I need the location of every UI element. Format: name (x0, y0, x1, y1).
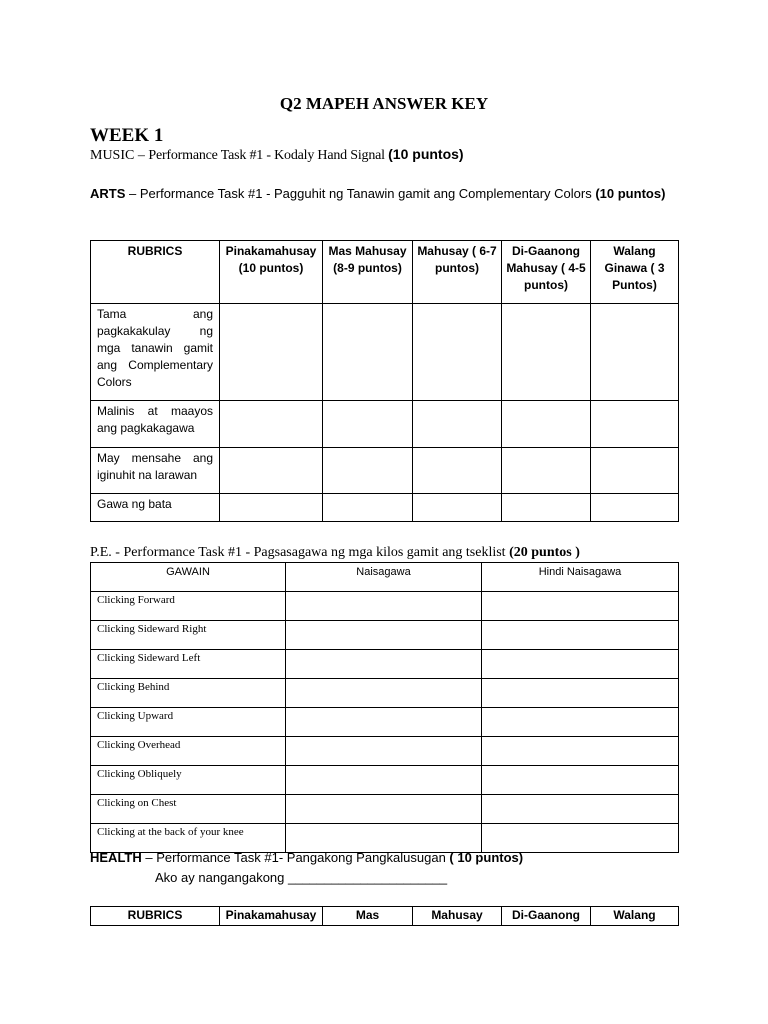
health-header-cell: Pinakamahusay (220, 907, 323, 926)
check-cell (482, 824, 679, 853)
pe-row (91, 795, 679, 824)
check-cell (286, 708, 482, 737)
music-task-line (90, 146, 464, 164)
pe-activity-cell: Clicking Upward (91, 708, 286, 737)
score-cell (220, 401, 323, 448)
arts-header-cell: Mahusay ( 6-7 puntos) (413, 241, 502, 304)
check-cell (286, 737, 482, 766)
check-cell (286, 621, 482, 650)
arts-criteria-row (91, 494, 679, 522)
health-rubric-table (90, 906, 679, 926)
score-cell (413, 401, 502, 448)
check-cell (286, 679, 482, 708)
score-cell (502, 448, 591, 494)
score-cell (413, 448, 502, 494)
music-subject: MUSIC (90, 148, 135, 163)
score-cell (323, 401, 413, 448)
arts-header-cell: RUBRICS (91, 241, 220, 304)
check-cell (482, 737, 679, 766)
arts-task-line (90, 184, 678, 203)
health-header-cell: Walang (591, 907, 679, 926)
arts-header-cell: Di-Gaanong Mahusay ( 4-5 puntos) (502, 241, 591, 304)
pe-points: (20 puntos ) (509, 545, 580, 560)
pe-row (91, 621, 679, 650)
check-cell (286, 766, 482, 795)
check-cell (482, 592, 679, 621)
pe-activity-cell: Clicking Sideward Left (91, 650, 286, 679)
pe-activity-cell: Clicking on Chest (91, 795, 286, 824)
pledge-line: Ako ay nangangakong ______________________ (155, 870, 448, 885)
music-dash: – (134, 148, 149, 163)
arts-subject: ARTS (90, 186, 126, 201)
pe-header-row (91, 563, 679, 592)
document-title: Q2 MAPEH ANSWER KEY (279, 94, 489, 113)
score-cell (502, 304, 591, 401)
arts-criteria-cell: Tama ang pagkakakulay ng mga tanawin gamit ang Complementary Colors (91, 304, 220, 401)
pe-row (91, 737, 679, 766)
check-cell (482, 650, 679, 679)
check-cell (482, 679, 679, 708)
check-cell (482, 621, 679, 650)
pe-header-cell: Naisagawa (286, 563, 482, 592)
pe-row (91, 679, 679, 708)
check-cell (482, 795, 679, 824)
check-cell (482, 766, 679, 795)
health-header-cell: Mahusay (413, 907, 502, 926)
check-cell (286, 824, 482, 853)
score-cell (591, 494, 679, 522)
arts-criteria-cell: Malinis at maayos ang pagkakagawa (91, 401, 220, 448)
score-cell (220, 448, 323, 494)
music-points: (10 puntos) (388, 146, 464, 162)
health-header-cell: RUBRICS (91, 907, 220, 926)
pe-row (91, 592, 679, 621)
pe-header-cell: Hindi Naisagawa (482, 563, 679, 592)
check-cell (286, 650, 482, 679)
score-cell (591, 304, 679, 401)
score-cell (323, 448, 413, 494)
pe-task-line (90, 545, 580, 561)
score-cell (413, 494, 502, 522)
arts-header-cell: Pinakamahusay (10 puntos) (220, 241, 323, 304)
health-header-cell: Di-Gaanong (502, 907, 591, 926)
arts-dash: – (125, 186, 140, 201)
arts-criteria-row (91, 304, 679, 401)
score-cell (413, 304, 502, 401)
health-subject: HEALTH (90, 850, 142, 865)
health-points: ( 10 puntos) (449, 850, 524, 865)
arts-rubric-table (90, 240, 679, 522)
score-cell (323, 494, 413, 522)
arts-criteria-cell: Gawa ng bata (91, 494, 220, 522)
arts-criteria-row (91, 401, 679, 448)
pe-activity-cell: Clicking Forward (91, 592, 286, 621)
music-task-text: Performance Task #1 - Kodaly Hand Signal (148, 148, 389, 163)
pe-task-text: Performance Task #1 - Pagsasagawa ng mga kilos gamit ang tseklist (119, 545, 510, 560)
pe-header-cell: GAWAIN (91, 563, 286, 592)
score-cell (220, 494, 323, 522)
pe-row (91, 650, 679, 679)
score-cell (323, 304, 413, 401)
pe-activity-cell: Clicking Sideward Right (91, 621, 286, 650)
score-cell (591, 401, 679, 448)
score-cell (591, 448, 679, 494)
score-cell (502, 494, 591, 522)
health-dash: – (141, 850, 157, 865)
arts-header-row (91, 241, 679, 304)
arts-criteria-row (91, 448, 679, 494)
check-cell (286, 795, 482, 824)
arts-criteria-cell: May mensahe ang iginuhit na larawan (91, 448, 220, 494)
pe-row (91, 708, 679, 737)
pe-activity-cell: Clicking at the back of your knee (91, 824, 286, 853)
pe-row (91, 766, 679, 795)
score-cell (502, 401, 591, 448)
pe-activity-cell: Clicking Behind (91, 679, 286, 708)
health-task-line (90, 850, 523, 865)
pe-activity-cell: Clicking Overhead (91, 737, 286, 766)
week-heading: WEEK 1 (90, 125, 164, 146)
health-header-cell: Mas (323, 907, 413, 926)
check-cell (482, 708, 679, 737)
pe-subject: P.E. - (90, 545, 120, 560)
arts-points: (10 puntos) (595, 186, 666, 201)
arts-task-text: Performance Task #1 - Pagguhit ng Tanawin gamit ang Complementary Colors (139, 186, 596, 201)
arts-header-cell: Mas Mahusay (8-9 puntos) (323, 241, 413, 304)
score-cell (220, 304, 323, 401)
pe-checklist-table (90, 562, 679, 853)
arts-header-cell: Walang Ginawa ( 3 Puntos) (591, 241, 679, 304)
health-header-row (91, 907, 679, 926)
health-task-text: Performance Task #1- Pangakong Pangkalusugan (156, 850, 450, 865)
check-cell (286, 592, 482, 621)
pe-row (91, 824, 679, 853)
pe-activity-cell: Clicking Obliquely (91, 766, 286, 795)
